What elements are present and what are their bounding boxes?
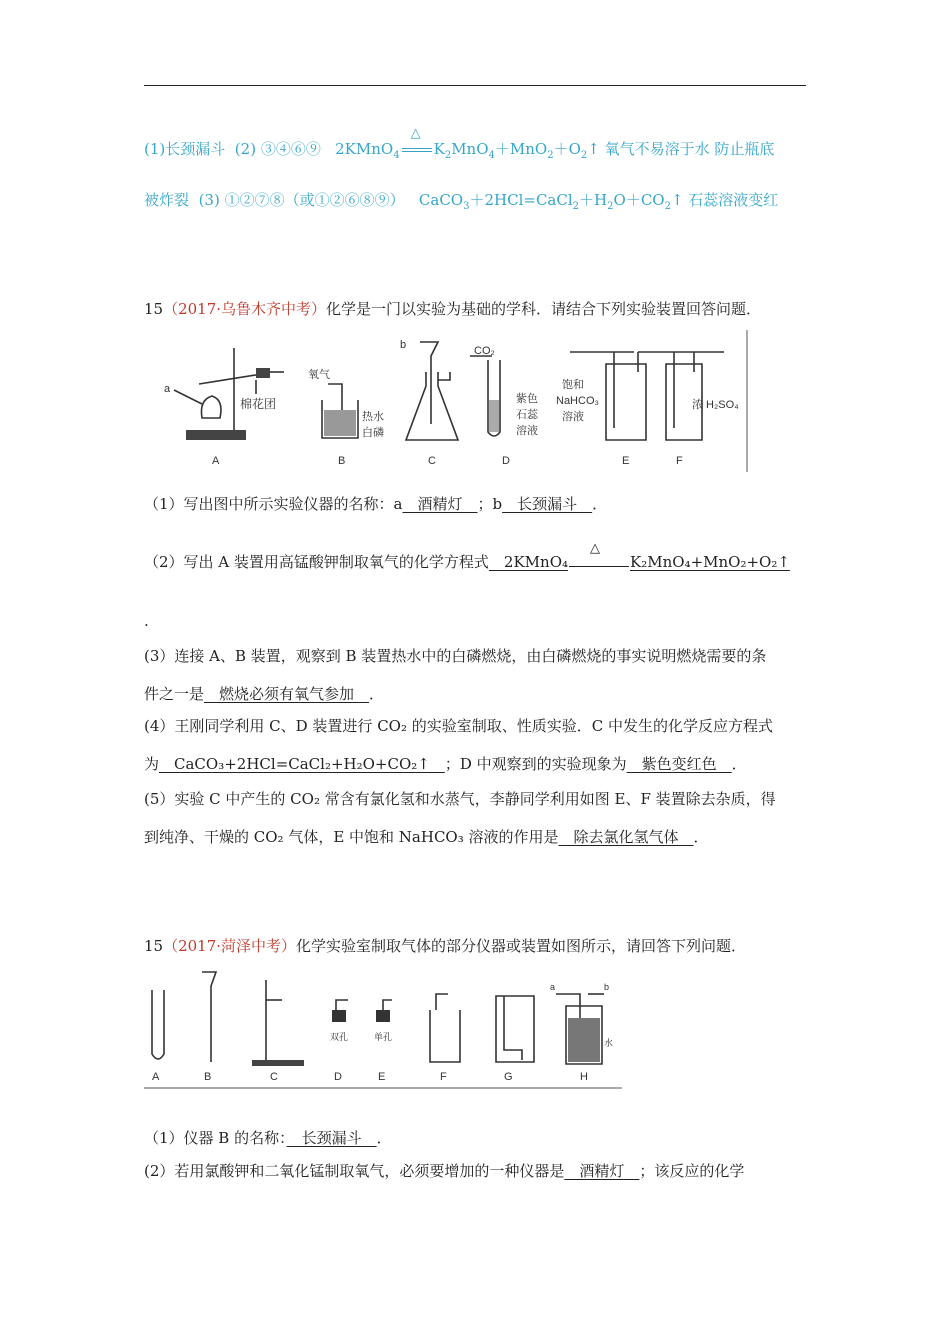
apparatus-b bbox=[308, 367, 384, 467]
answer-line-2: 被炸裂 (3) ①②⑦⑧（或①②⑥⑧⑨） $CaCO_3+2HCl=CaCl_2+H_2O+CO_2↑$ 石蕊溶液变红 bbox=[144, 191, 779, 212]
svg-text:热水: 热水 bbox=[362, 411, 384, 423]
instrument-h bbox=[550, 982, 613, 1083]
instrument-c bbox=[252, 980, 304, 1083]
svg-text:C: C bbox=[270, 1071, 278, 1083]
svg-text:B: B bbox=[204, 1071, 212, 1083]
q1-part5-line2: 到纯净、干燥的 CO₂ 气体，E 中饱和 NaHCO₃ 溶液的作用是 除去氯化氢气体 ． bbox=[144, 828, 709, 846]
svg-text:F: F bbox=[440, 1071, 447, 1083]
svg-text:紫色: 紫色 bbox=[516, 393, 538, 405]
svg-text:D: D bbox=[334, 1071, 342, 1083]
header-rule bbox=[144, 85, 806, 86]
svg-text:CO₂: CO₂ bbox=[474, 345, 495, 357]
q1-part3-line1: (3）连接 A、B 装置，观察到 B 装置热水中的白磷燃烧，由白磷燃烧的事实说明燃烧需要的条 bbox=[144, 647, 767, 665]
apparatus-d bbox=[470, 345, 539, 467]
svg-text:A: A bbox=[152, 1071, 160, 1083]
svg-text:浓 H₂SO₄: 浓 H₂SO₄ bbox=[692, 399, 739, 411]
instrument-d bbox=[330, 1000, 348, 1083]
svg-text:D: D bbox=[502, 455, 510, 467]
q1-part1: （1）写出图中所示实验仪器的名称：a 酒精灯 ；b 长颈漏斗 ． bbox=[144, 495, 608, 513]
svg-text:饱和: 饱和 bbox=[562, 379, 584, 391]
svg-text:溶液: 溶液 bbox=[562, 411, 584, 423]
q1-part4-line2: 为 CaCO₃+2HCl=CaCl₂+H₂O+CO₂↑ ；D 中观察到的实验现象为 紫色变红色 ． bbox=[144, 755, 747, 773]
instrument-g bbox=[496, 996, 534, 1083]
svg-text:白磷: 白磷 bbox=[362, 427, 384, 439]
instrument-e bbox=[374, 1000, 392, 1083]
svg-text:棉花团: 棉花团 bbox=[240, 397, 277, 411]
instrument-b bbox=[202, 972, 216, 1083]
q1-part3-line2: 件之一是 燃烧必须有氧气参加 ． bbox=[144, 685, 385, 703]
apparatus-e bbox=[556, 352, 646, 467]
q2-part1: （1）仪器 B 的名称： 长颈漏斗 ． bbox=[144, 1129, 392, 1147]
svg-text:H: H bbox=[580, 1071, 588, 1083]
svg-text:水: 水 bbox=[604, 1038, 614, 1048]
q2-part2: (2）若用氯酸钾和二氧化锰制取氧气，必须要增加的一种仪器是 酒精灯 ；该反应的化学 bbox=[144, 1162, 745, 1180]
svg-text:单孔: 单孔 bbox=[374, 1032, 393, 1042]
svg-text:双孔: 双孔 bbox=[330, 1032, 349, 1042]
svg-text:氧气: 氧气 bbox=[308, 369, 330, 381]
svg-text:石蕊: 石蕊 bbox=[516, 409, 538, 421]
svg-text:G: G bbox=[504, 1071, 513, 1083]
answer-line-1: (1)长颈漏斗 (2) ③④⑥⑨ 2KMnO$_4$ △ $K_2MnO_4+MnO_2+O_2↑$ 氧气不易溶于水 防止瓶底 bbox=[144, 126, 775, 161]
q1-apparatus-figure bbox=[144, 328, 750, 472]
svg-text:b: b bbox=[604, 982, 610, 992]
q1-part5-line1: (5）实验 C 中产生的 CO₂ 常含有氯化氢和水蒸气，李静同学利用如图 E、F 装置除去杂质，得 bbox=[144, 790, 776, 808]
svg-text:E: E bbox=[622, 455, 630, 467]
svg-text:a: a bbox=[550, 982, 556, 992]
svg-text:A: A bbox=[212, 455, 220, 467]
svg-text:溶液: 溶液 bbox=[516, 425, 538, 437]
svg-text:a: a bbox=[164, 383, 171, 395]
q1-part2: （2）写出 A 装置用高锰酸钾制取氧气的化学方程式 2KMnO₄ △ K₂MnO₄+MnO₂+O₂↑ bbox=[144, 541, 790, 571]
q1-stem: 15（2017·乌鲁木齐中考）化学是一门以实验为基础的学科．请结合下列实验装置回答问题． bbox=[144, 300, 762, 318]
instrument-a bbox=[152, 990, 164, 1083]
svg-text:b: b bbox=[400, 339, 407, 351]
q2-apparatus-figure bbox=[144, 966, 624, 1090]
svg-text:E: E bbox=[378, 1071, 386, 1083]
svg-text:NaHCO₃: NaHCO₃ bbox=[556, 395, 599, 407]
q2-stem: 15（2017·菏泽中考）化学实验室制取气体的部分仪器或装置如图所示，请回答下列问题． bbox=[144, 937, 747, 955]
q1-part4-line1: (4）王刚同学利用 C、D 装置进行 CO₂ 的实验室制取、性质实验．C 中发生的化学反应方程式 bbox=[144, 717, 774, 735]
q1-part2-end: . bbox=[144, 612, 149, 630]
svg-text:B: B bbox=[338, 455, 346, 467]
instrument-f bbox=[430, 994, 460, 1083]
apparatus-f bbox=[638, 352, 739, 467]
apparatus-a bbox=[164, 348, 284, 467]
apparatus-c bbox=[400, 339, 458, 467]
svg-text:C: C bbox=[428, 455, 436, 467]
svg-text:F: F bbox=[676, 455, 683, 467]
